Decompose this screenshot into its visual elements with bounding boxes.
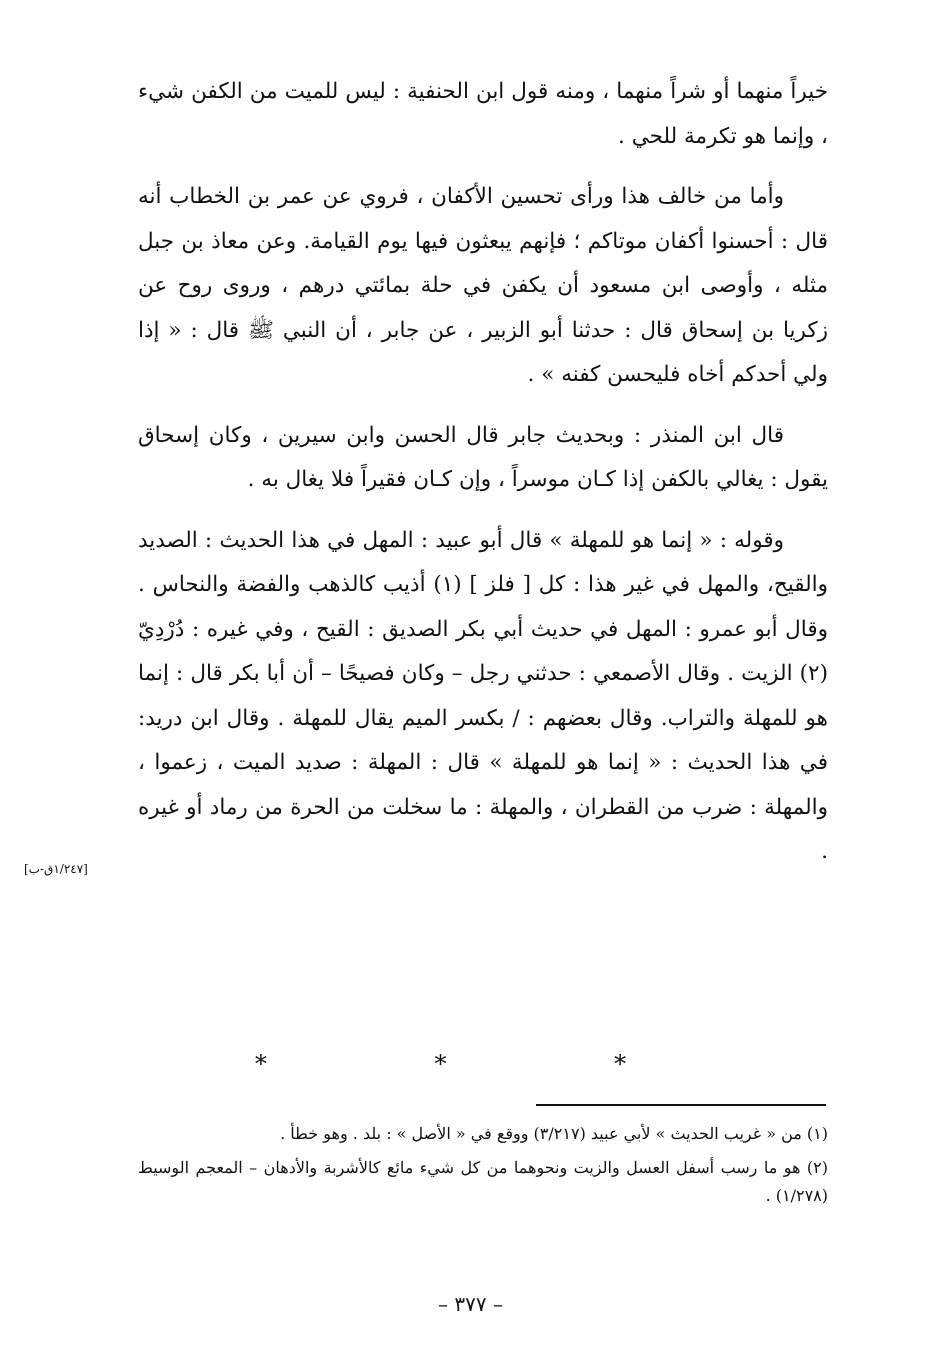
footnote-2: (٢) هو ما رسب أسفل العسل والزيت ونحوهما من كل شيء مائع كالأشربة والأدهان – المعجم الوسيط (١/٢٧٨) . [138, 1158, 828, 1205]
separator-star: * [614, 1050, 687, 1078]
main-text [138, 70, 828, 891]
separator-star: * [254, 1050, 327, 1078]
manuscript-folio-note: [١/٢٤٧ق-ب] [24, 862, 88, 876]
footnote-divider [536, 1104, 826, 1106]
separator-star: * [434, 1050, 507, 1078]
paragraph-1: خيراً منهما أو شراً منهما ، ومنه قول ابن الحنفية : ليس للميت من الكفن شيء ، وإنما هو تكرمة للحي . [138, 79, 828, 149]
section-separator [0, 1050, 941, 1078]
footnotes [138, 1120, 828, 1216]
paragraph-2: وأما من خالف هذا ورأى تحسين الأكفان ، فروي عن عمر بن الخطاب أنه قال : أحسنوا أكفان موتاكم ؛ فإنهم يبعثون فيها يوم القيامة. وعن معاذ بن جبل مثله ، وأوصى ابن مسعود أن يكفن في حلة بمائتي درهم ، وروى روح عن زكريا بن إسحاق قال : حدثنا أبو الزبير ، عن جابر ، أن النبي ﷺ قال : « إذا ولي أحدكم أخاه فليحسن كفنه » . [138, 184, 828, 387]
paragraph-4: وقوله : « إنما هو للمهلة » قال أبو عبيد : المهل في هذا الحديث : الصديد والقيح، والمهل في غير هذا : كل [ فلز ] (١) أذيب كالذهب والفضة والنحاس . وقال أبو عمرو : المهل في حديث أبي بكر الصديق : القيح ، وفي غيره : دُرْدِيّ (٢) الزيت . وقال الأصمعي : حدثني رجل – وكان فصيحًا – أن أبا بكر قال : إنما هو للمهلة والتراب. وقال بعضهم : / بكسر الميم يقال للمهلة . وقال ابن دريد: في هذا الحديث : « إنما هو للمهلة » قال : المهلة : صديد الميت ، زعموا ، والمهلة : ضرب من القطران ، والمهلة : ما سخلت من الحرة من رماد أو غيره . [138, 527, 828, 864]
footnote-1: (١) من « غريب الحديث » لأبي عبيد (٣/٢١٧) ووقع في « الأصل » : بلد . وهو خطأ . [280, 1124, 828, 1143]
paragraph-3: قال ابن المنذر : وبحديث جابر قال الحسن وابن سيرين ، وكان إسحاق يقول : يغالي بالكفن إذا كـان موسراً ، وإن كـان فقيراً فلا يغال به . [138, 422, 828, 492]
page-number: – ٣٧٧ – [438, 1292, 503, 1316]
